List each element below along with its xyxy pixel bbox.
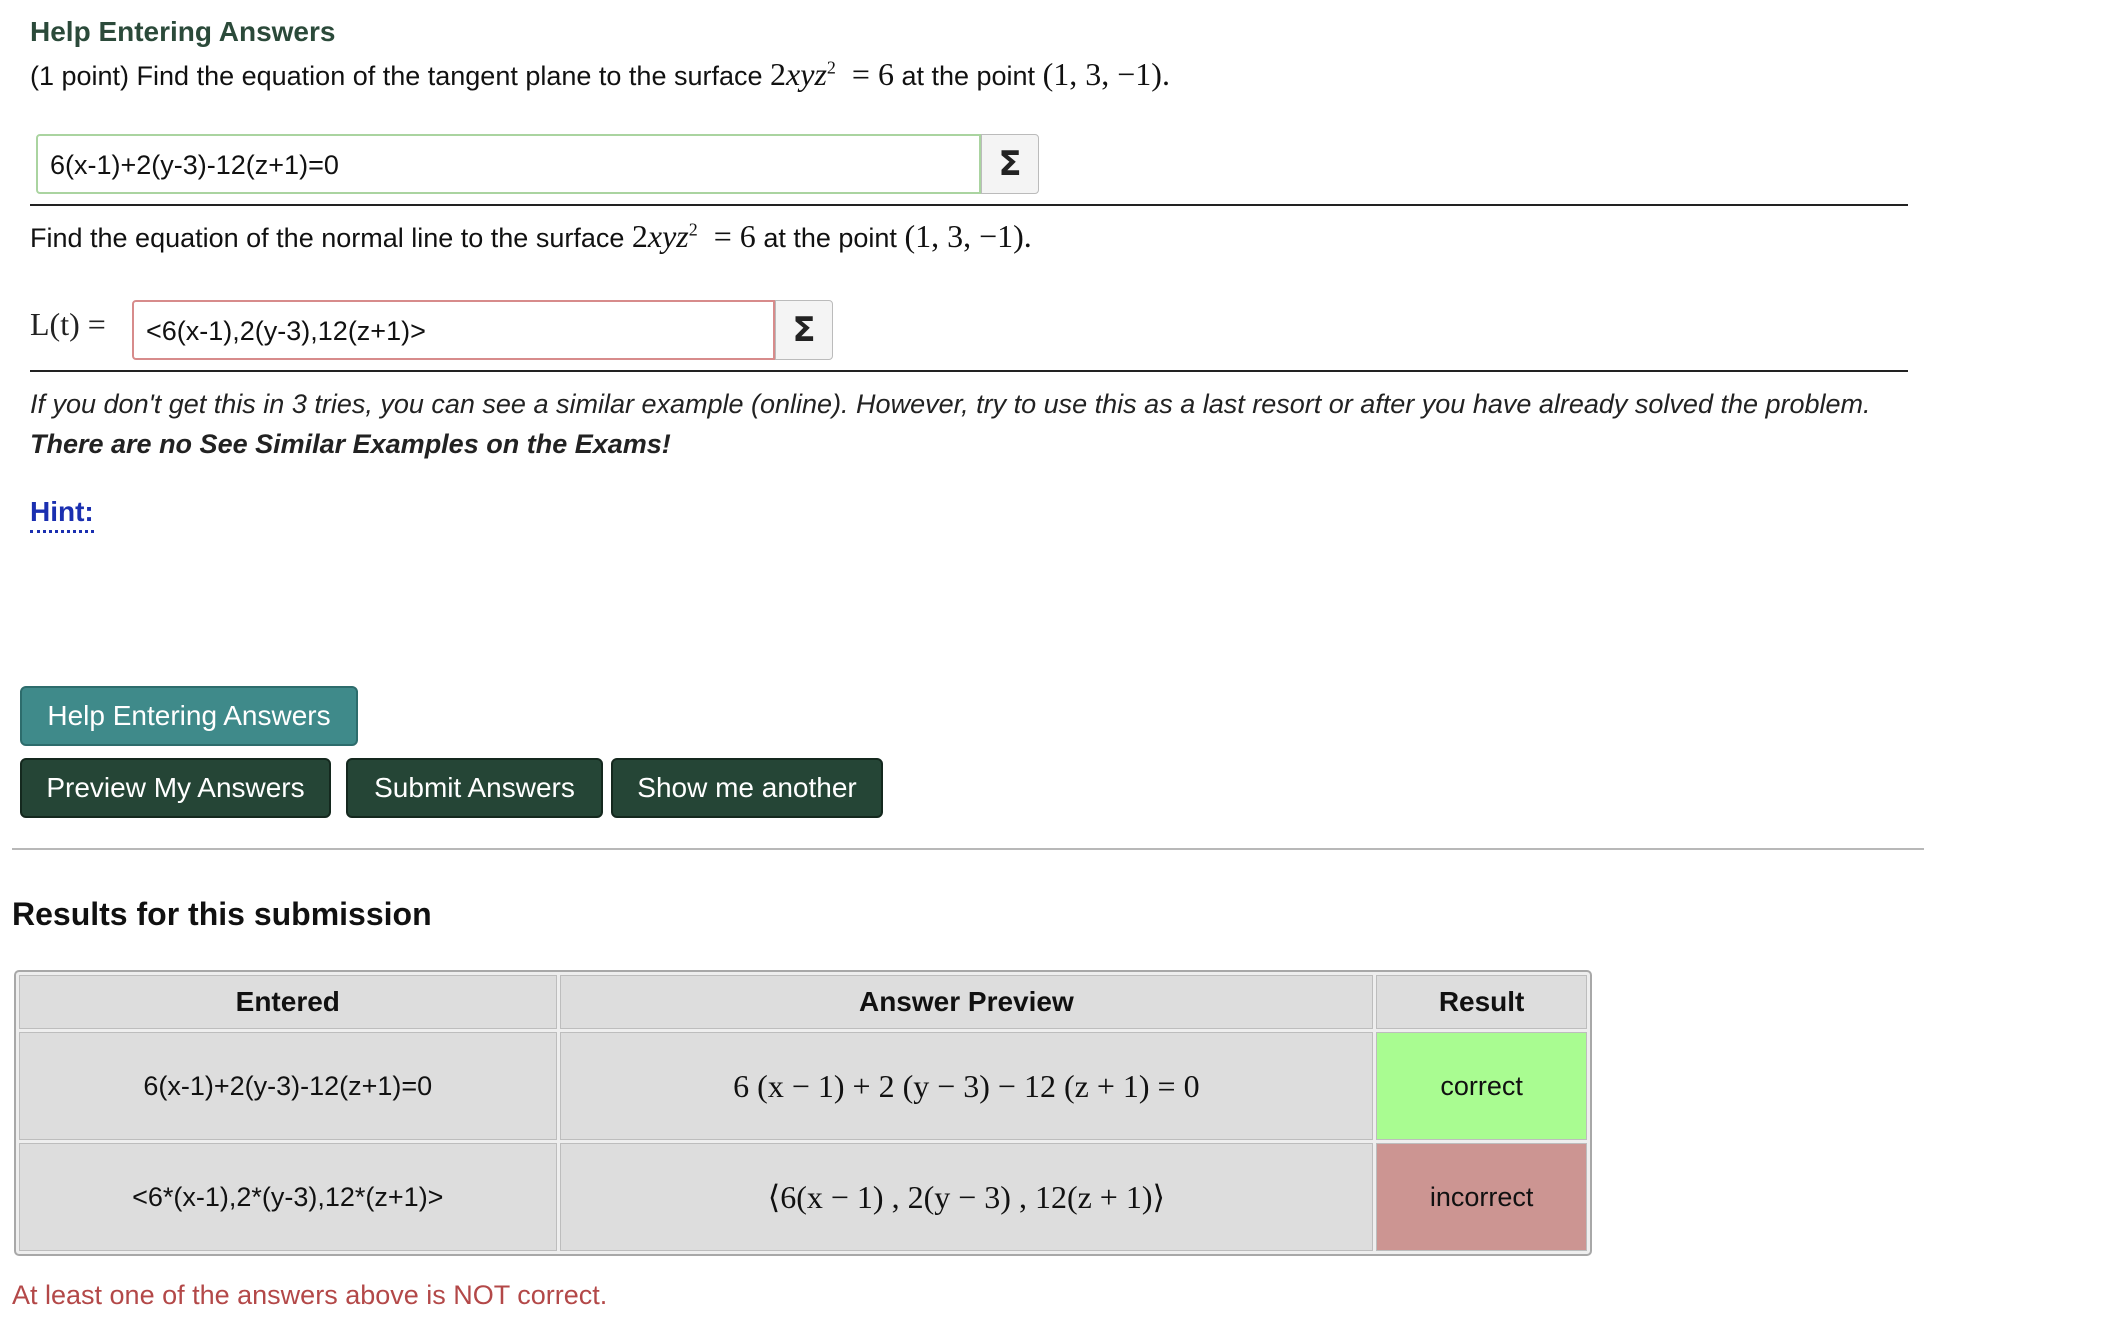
result-cell-correct: correct xyxy=(1376,1032,1587,1140)
similar-example-note xyxy=(30,384,1890,464)
results-table xyxy=(14,970,1592,1256)
results-title: Results for this submission xyxy=(12,896,432,932)
column-header-entered: Entered xyxy=(19,975,557,1029)
sigma-icon: Σ xyxy=(792,310,816,350)
answer-preview-cell: 6 (x − 1) + 2 (y − 3) − 12 (z + 1) = 0 xyxy=(560,1032,1374,1140)
problem1-statement xyxy=(30,56,1170,93)
normal-line-label: L(t) = xyxy=(30,306,106,342)
problem2-statement xyxy=(30,218,1032,255)
problem1-surface-equation: 2xyz$^2$ = 6 xyxy=(770,56,894,92)
problem2-prefix: Find the equation of the normal line to the surface xyxy=(30,223,625,253)
entered-cell: <6*(x-1),2*(y-3),12*(z+1)> xyxy=(19,1143,557,1251)
equation-editor-button-2[interactable] xyxy=(775,300,833,360)
equation-editor-button-1[interactable] xyxy=(981,134,1039,194)
submission-status-message: At least one of the answers above is NOT correct. xyxy=(12,1280,608,1310)
hint-toggle[interactable]: Hint: xyxy=(30,496,94,533)
help-entering-answers-link[interactable]: Help Entering Answers xyxy=(30,16,336,47)
divider xyxy=(30,370,1908,372)
problem1-at-text: at the point xyxy=(901,61,1036,91)
submit-answers-button[interactable]: Submit Answers xyxy=(346,758,603,818)
entered-cell: 6(x-1)+2(y-3)-12(z+1)=0 xyxy=(19,1032,557,1140)
table-row xyxy=(19,1143,1587,1251)
table-row xyxy=(19,1032,1587,1140)
column-header-result: Result xyxy=(1376,975,1587,1029)
answer-preview-cell: ⟨6(x − 1) , 2(y − 3) , 12(z + 1)⟩ xyxy=(560,1143,1374,1251)
problem1-point: (1, 3, −1). xyxy=(1042,56,1170,92)
result-cell-incorrect: incorrect xyxy=(1376,1143,1587,1251)
problem2-surface-equation: 2xyz$^2$ = 6 xyxy=(631,218,756,254)
results-header-row xyxy=(19,975,1587,1029)
problem2-point: (1, 3, −1). xyxy=(904,218,1032,254)
show-me-another-button[interactable]: Show me another xyxy=(611,758,883,818)
answer1-input[interactable]: 6(x-1)+2(y-3)-12(z+1)=0 xyxy=(36,134,981,194)
sigma-icon: Σ xyxy=(998,144,1022,184)
note-bold-text: There are no See Similar Examples on the Exams! xyxy=(30,429,671,459)
answer2-input[interactable]: <6(x-1),2(y-3),12(z+1)> xyxy=(132,300,775,360)
preview-answers-button[interactable]: Preview My Answers xyxy=(20,758,331,818)
divider xyxy=(30,204,1908,206)
help-entering-answers-button[interactable]: Help Entering Answers xyxy=(20,686,358,746)
divider xyxy=(12,848,1924,850)
problem1-prefix: (1 point) Find the equation of the tangent plane to the surface xyxy=(30,61,763,91)
column-header-answer-preview: Answer Preview xyxy=(560,975,1374,1029)
problem2-at-text: at the point xyxy=(763,223,897,253)
note-text: If you don't get this in 3 tries, you can see a similar example (online). However, try to use this as a last resort or after you have already solved the problem. xyxy=(30,389,1871,419)
